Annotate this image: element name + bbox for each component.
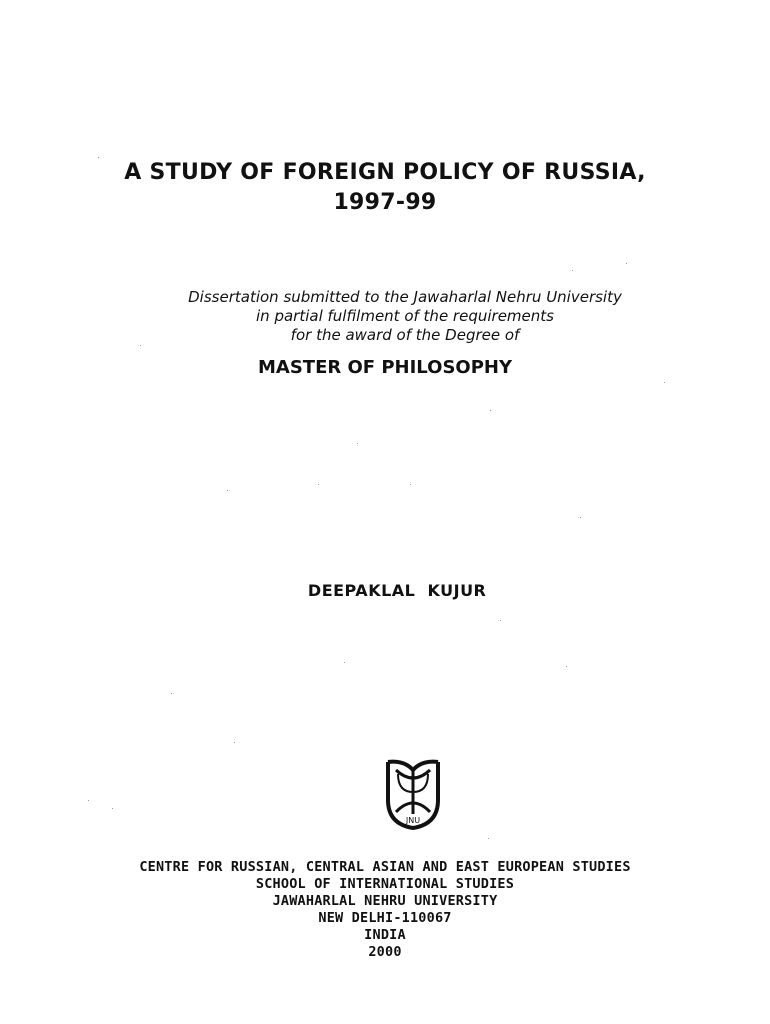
scan-speck	[234, 742, 235, 743]
submission-line-2: in partial fulfilment of the requirements	[256, 307, 554, 325]
institution-address	[0, 859, 770, 961]
scan-speck	[488, 838, 489, 839]
submission-line-3: for the award of the Degree of	[290, 326, 520, 344]
scan-speck	[112, 808, 113, 809]
jnu-emblem-icon	[384, 756, 442, 832]
scan-speck	[140, 345, 141, 346]
title-line-2: 1997-99	[333, 190, 437, 215]
scan-speck	[318, 484, 319, 485]
submission-line-1: Dissertation submitted to the Jawaharlal Nehru University	[188, 288, 622, 306]
logo-text: JNU	[405, 816, 421, 825]
author-name	[0, 558, 770, 624]
scan-speck	[98, 157, 99, 158]
scan-speck	[580, 517, 581, 518]
scan-speck	[357, 443, 358, 444]
address-line-3: JAWAHARLAL NEHRU UNIVERSITY	[272, 893, 498, 909]
author-name-text: DEEPAKLAL KUJUR	[307, 581, 487, 600]
scan-speck	[171, 693, 172, 694]
scan-speck	[410, 484, 411, 485]
address-line-1: CENTRE FOR RUSSIAN, CENTRAL ASIAN AND EAST EUROPEAN STUDIES	[139, 859, 631, 875]
dissertation-title	[0, 158, 770, 218]
scan-speck	[626, 263, 627, 264]
scan-speck	[344, 662, 345, 663]
scan-speck	[88, 800, 89, 801]
scan-speck	[572, 270, 573, 271]
degree-name: MASTER OF PHILOSOPHY	[257, 357, 512, 378]
address-line-5: INDIA	[364, 927, 406, 943]
scan-speck	[490, 410, 491, 411]
address-line-2: SCHOOL OF INTERNATIONAL STUDIES	[255, 876, 515, 892]
address-line-6: 2000	[368, 944, 402, 960]
address-line-4: NEW DELHI-110067	[318, 910, 452, 926]
submission-statement	[20, 288, 770, 345]
title-line-1: A STUDY OF FOREIGN POLICY OF RUSSIA,	[124, 160, 646, 185]
scan-speck	[227, 490, 228, 491]
scan-speck	[664, 382, 665, 383]
scan-speck	[500, 620, 501, 621]
scan-speck	[566, 666, 567, 667]
